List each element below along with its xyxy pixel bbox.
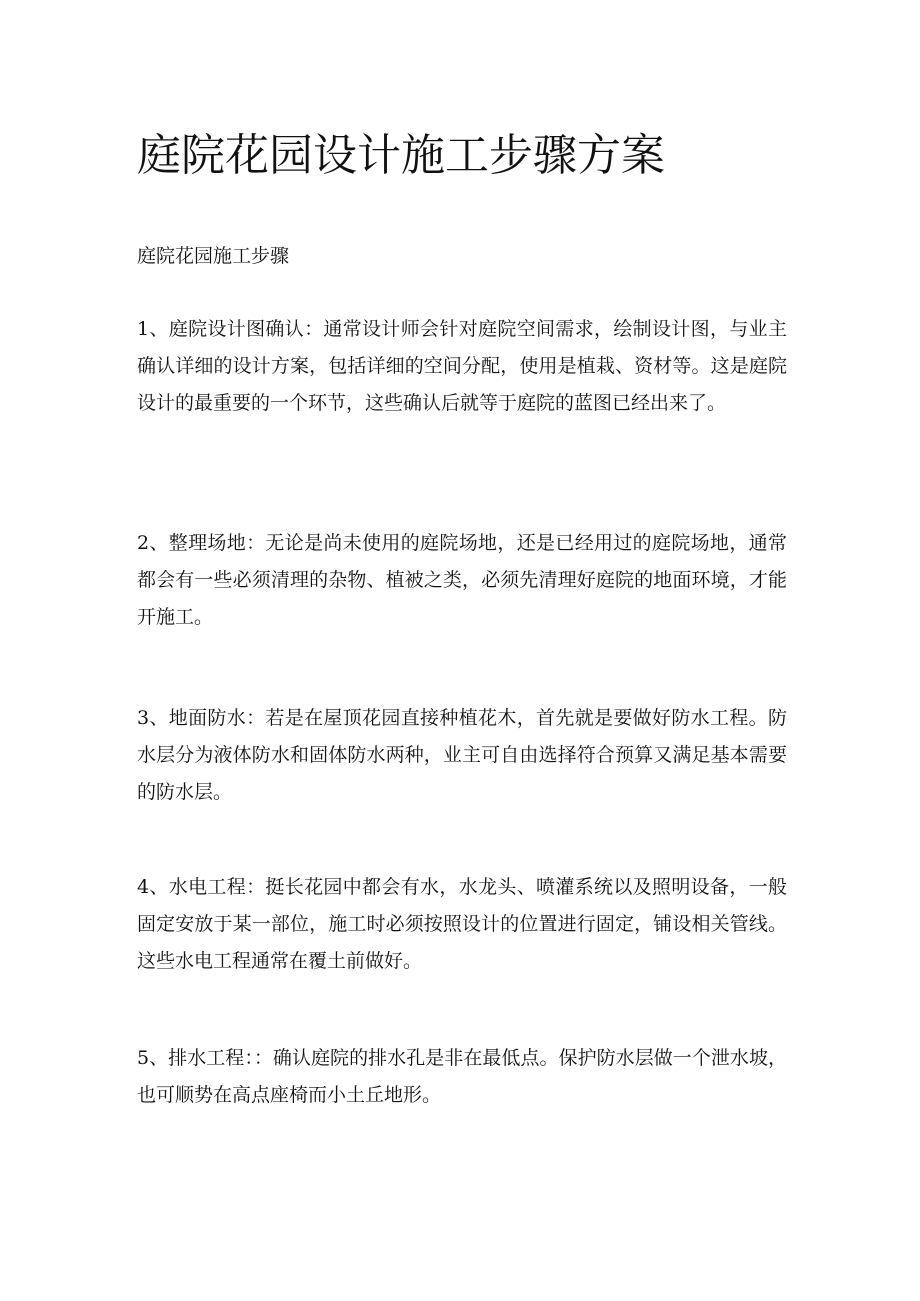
paragraph-step-5: 5、排水工程：：确认庭院的排水孔是非在最低点。保护防水层做一个泄水坡，也可顺势在高点座椅而小土丘地形。 — [137, 1047, 787, 1106]
section-heading: 庭院花园施工步骤 — [137, 245, 290, 267]
document-title: 庭院花园设计施工步骤方案 — [137, 130, 665, 181]
paragraph-step-3: 3、地面防水：若是在屋顶花园直接种植花木，首先就是要做好防水工程。防水层分为液体防水和固体防水两种，业主可自由选择符合预算又满足基本需要的防水层。 — [137, 707, 787, 803]
paragraph-step-4: 4、水电工程：挺长花园中都会有水，水龙头、喷灌系统以及照明设备，一般固定安放于某一部位，施工时必须按照设计的位置进行固定，铺设相关管线。这些水电工程通常在覆土前做好。 — [137, 876, 787, 972]
paragraph-step-2: 2、整理场地：无论是尚未使用的庭院场地，还是已经用过的庭院场地，通常都会有一些必须清理的杂物、植被之类，必须先清理好庭院的地面环境，才能开施工。 — [137, 532, 787, 628]
paragraph-step-1: 1、庭院设计图确认：通常设计师会针对庭院空间需求，绘制设计图，与业主确认详细的设计方案，包括详细的空间分配，使用是植栽、资材等。这是庭院设计的最重要的一个环节，这些确认后就等于庭院的蓝图已经出来了。 — [137, 318, 787, 414]
